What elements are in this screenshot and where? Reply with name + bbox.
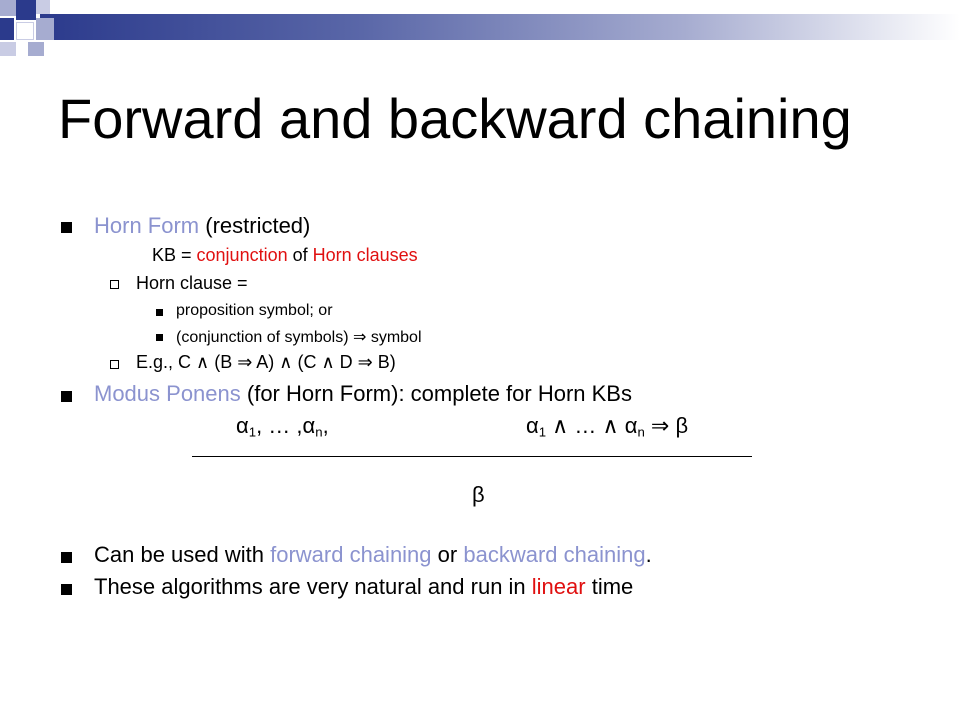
term-horn-clauses: Horn clauses (312, 245, 418, 265)
hollow-square-marker (110, 280, 119, 289)
decor-square (28, 42, 44, 56)
text: , … ,α (256, 413, 316, 438)
term-conjunction: conjunction (196, 245, 288, 265)
sub-horn-clause: Horn clause = (136, 273, 248, 293)
hollow-square-marker (110, 360, 119, 369)
modus-ponens-conclusion: β (472, 482, 485, 507)
decor-square (0, 42, 16, 56)
kb-definition (152, 245, 418, 266)
bullet-marker (61, 391, 72, 402)
bullet-marker (156, 309, 163, 316)
bullet-chaining-usage (94, 542, 652, 568)
text: time (585, 574, 634, 599)
term-linear: linear (531, 574, 586, 599)
decor-square (16, 22, 34, 40)
text: or (431, 542, 464, 567)
bullet-horn-form (94, 213, 310, 239)
subscript: 1 (248, 424, 257, 440)
text: of (287, 245, 313, 265)
inference-rule-line (192, 456, 752, 457)
decor-square (36, 0, 50, 14)
modus-ponens-premise-right (526, 413, 688, 439)
term-modus-ponens: Modus Ponens (94, 381, 241, 406)
bullet-linear-time (94, 574, 633, 600)
text: These algorithms are very natural and run in (94, 574, 532, 599)
bullet-marker (61, 222, 72, 233)
slide-title: Forward and backward chaining (58, 87, 852, 150)
subscript: n (637, 424, 645, 440)
bullet-marker (61, 584, 72, 595)
decor-square (0, 18, 14, 40)
decor-square (36, 18, 54, 40)
sub-proposition-symbol: proposition symbol; or (176, 302, 333, 319)
subscript: n (315, 424, 323, 440)
sub-conjunction-symbols: (conjunction of symbols) ⇒ symbol (176, 329, 422, 346)
modus-ponens-premise-left (236, 413, 329, 439)
text: , (322, 413, 329, 438)
subscript: 1 (538, 424, 547, 440)
text: (for Horn Form): complete for Horn KBs (240, 381, 632, 406)
sub-example: E.g., C ∧ (B ⇒ A) ∧ (C ∧ D ⇒ B) (136, 352, 396, 372)
term-forward-chaining: forward chaining (270, 542, 432, 567)
text: KB = (152, 245, 197, 265)
bullet-modus-ponens (94, 381, 632, 407)
bullet-marker (156, 334, 163, 341)
text: (restricted) (199, 213, 311, 238)
text: . (645, 542, 652, 567)
text: Can be used with (94, 542, 271, 567)
text: ⇒ β (644, 413, 689, 438)
decor-square (16, 0, 36, 20)
bullet-marker (61, 552, 72, 563)
text: α (526, 413, 539, 438)
decor-square (0, 0, 16, 16)
term-backward-chaining: backward chaining (463, 542, 646, 567)
text: ∧ … ∧ α (546, 413, 638, 438)
term-horn-form: Horn Form (94, 213, 200, 238)
header-gradient-bar (40, 14, 960, 40)
text: α (236, 413, 249, 438)
